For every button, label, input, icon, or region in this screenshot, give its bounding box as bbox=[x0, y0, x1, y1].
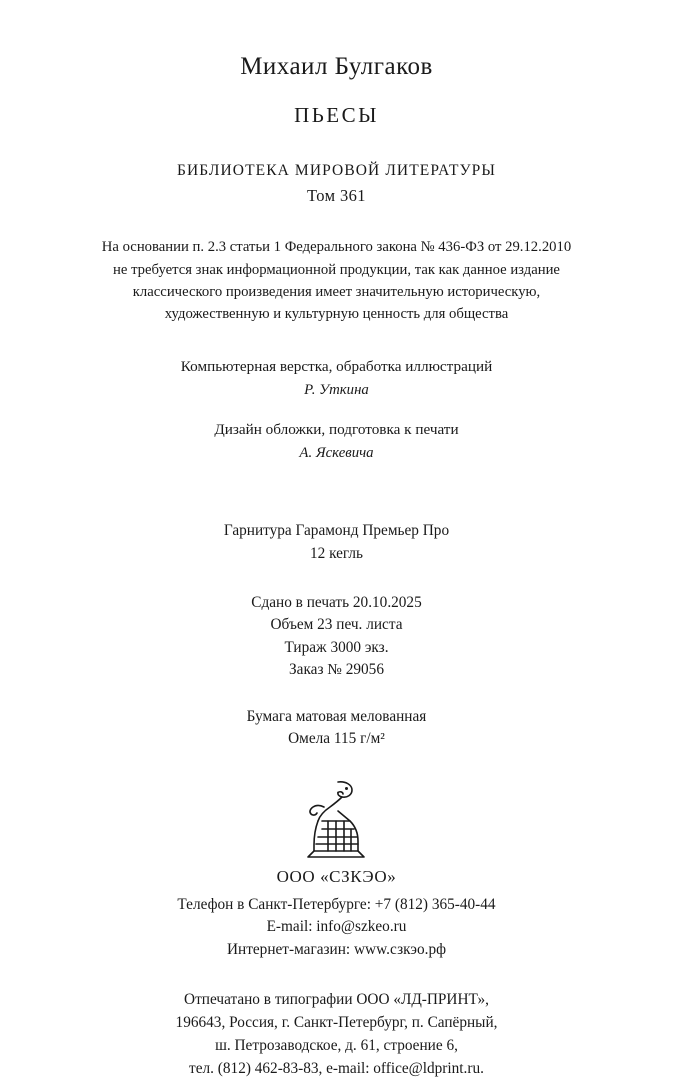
printing-house-line: 196643, Россия, г. Санкт-Петербург, п. Сапёрный, bbox=[175, 1014, 498, 1032]
colophon-page bbox=[0, 52, 673, 1078]
publisher-name: ООО «СЗКЭО» bbox=[276, 866, 397, 886]
printing-house-line: тел. (812) 462-83-83, e-mail: office@ldprint.ru. bbox=[189, 1060, 484, 1078]
typeface-name: Гарнитура Гарамонд Премьер Про bbox=[223, 521, 450, 539]
credit-cover-design bbox=[60, 419, 613, 464]
print-info-line: Сдано в печать 20.10.2025 bbox=[251, 593, 422, 611]
legal-line: На основании п. 2.3 статьи 1 Федерального закона № 436-ФЗ от 29.12.2010 bbox=[101, 239, 572, 256]
series-info bbox=[60, 160, 613, 208]
credit-person: Р. Уткина bbox=[304, 381, 369, 398]
contact-phone: Телефон в Санкт-Петербурге: +7 (812) 365-40-44 bbox=[177, 895, 496, 913]
series-name: БИБЛИОТЕКА МИРОВОЙ ЛИТЕРАТУРЫ bbox=[176, 162, 497, 179]
paper-line: Бумага матовая мелованная bbox=[246, 707, 427, 725]
author-name: Михаил Булгаков bbox=[240, 53, 433, 80]
legal-notice bbox=[60, 236, 613, 325]
publisher-logo bbox=[60, 777, 613, 865]
printing-house-line: Отпечатано в типографии ООО «ЛД-ПРИНТ», bbox=[184, 991, 489, 1009]
paper-line: Омела 115 г/м² bbox=[288, 730, 385, 748]
printing-house-info bbox=[60, 989, 613, 1081]
paper-info bbox=[60, 706, 613, 751]
credit-person: А. Яскевича bbox=[299, 444, 374, 461]
credit-role: Компьютерная верстка, обработка иллюстраций bbox=[180, 357, 493, 375]
contact-website: Интернет-магазин: www.сзкэо.рф bbox=[226, 941, 447, 959]
legal-line: классического произведения имеет значительную историческую, bbox=[132, 284, 541, 301]
printing-house-line: ш. Петрозаводское, д. 61, строение 6, bbox=[215, 1037, 458, 1055]
credit-layout bbox=[60, 356, 613, 401]
publisher-emblem-icon bbox=[294, 777, 380, 865]
print-info-line: Объем 23 печ. листа bbox=[270, 616, 403, 634]
type-size: 12 кегль bbox=[309, 544, 364, 562]
work-title: ПЬЕСЫ bbox=[294, 103, 379, 127]
print-info-line: Заказ № 29056 bbox=[289, 661, 384, 679]
print-info-line: Тираж 3000 экз. bbox=[284, 638, 389, 656]
print-info bbox=[60, 592, 613, 682]
publisher-contacts bbox=[60, 894, 613, 963]
contact-email: E-mail: info@szkeo.ru bbox=[266, 918, 407, 936]
volume-number: Том 361 bbox=[307, 186, 366, 206]
typeface-info bbox=[60, 520, 613, 566]
legal-line: художественную и культурную ценность для общества bbox=[164, 306, 509, 323]
legal-line: не требуется знак информационной продукции, так как данное издание bbox=[113, 261, 560, 278]
credit-role: Дизайн обложки, подготовка к печати bbox=[214, 420, 459, 438]
